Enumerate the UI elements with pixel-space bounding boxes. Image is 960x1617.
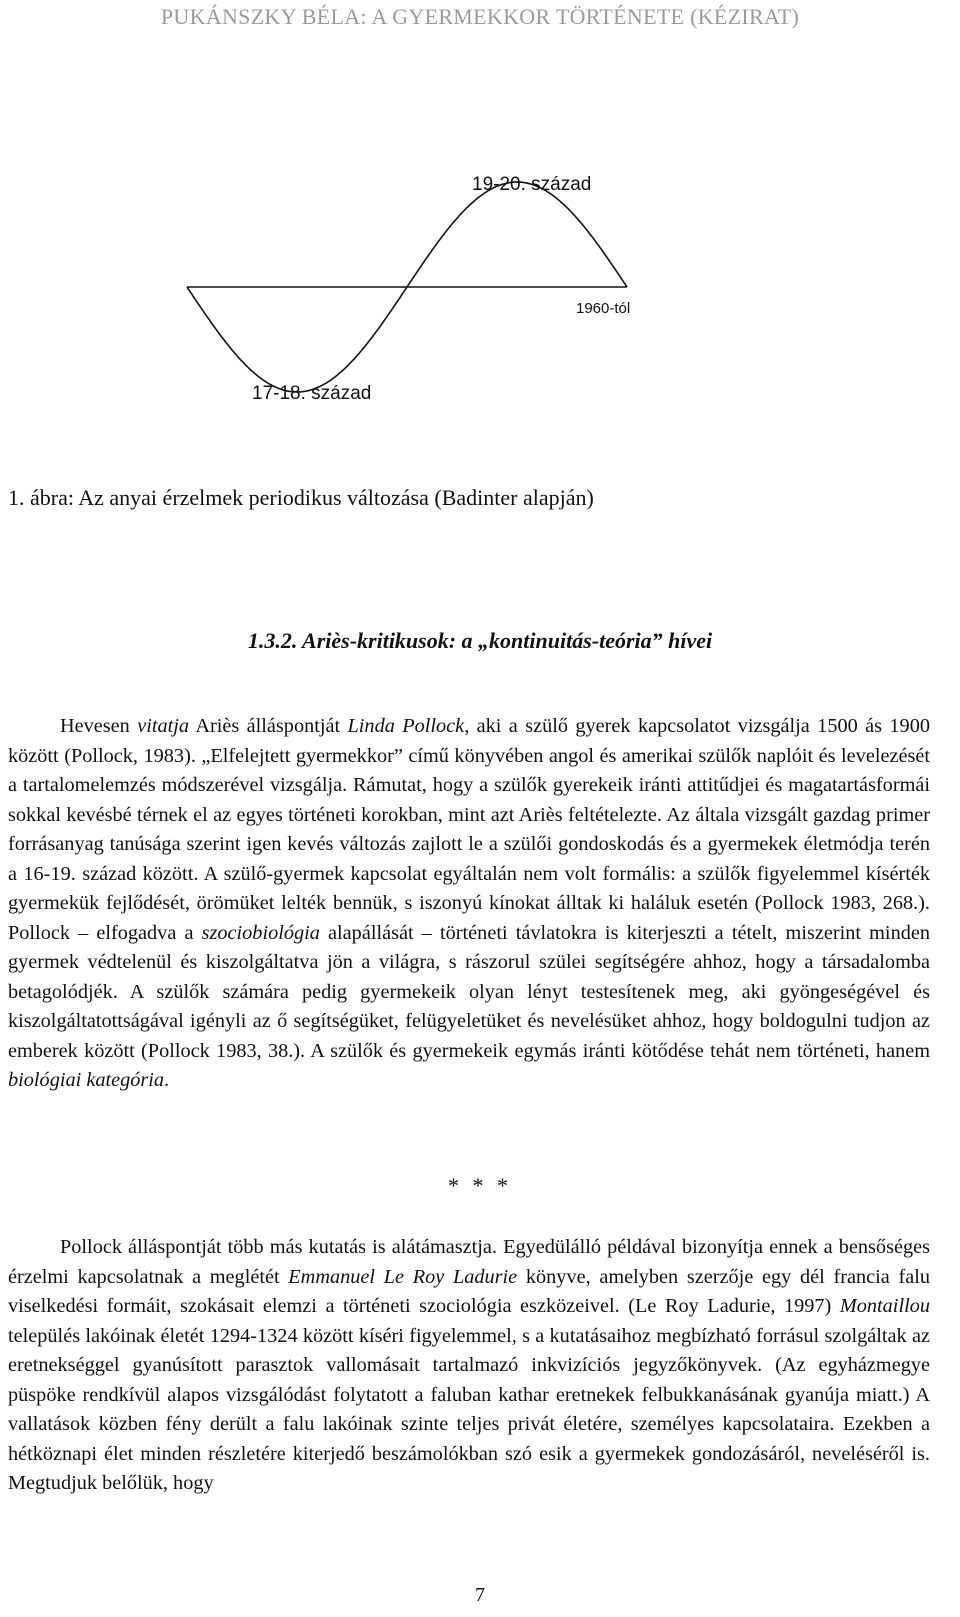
running-header: PUKÁNSZKY BÉLA: A GYERMEKKOR TÖRTÉNETE (KÉZIRAT) bbox=[160, 4, 800, 29]
section-separator: * * * bbox=[448, 1173, 512, 1198]
section-title: 1.3.2. Ariès-kritikusok: a „kontinuitás-teória” hívei bbox=[247, 628, 713, 653]
page-number: 7 bbox=[475, 1584, 485, 1606]
label-17-18-szazad: 17-18. század bbox=[252, 383, 372, 404]
figure-sine-wave bbox=[0, 0, 960, 520]
label-1960-tol: 1960-tól bbox=[576, 300, 631, 317]
paragraph-2: Pollock álláspontját több más kutatás is alátámasztja. Egyedülálló példával bizonyítja ennek a bensőséges érzelmi kapcsolatnak a meglétét Emmanuel Le Roy Ladurie könyve, amelyben szerzője egy dél francia falu viselkedési formáit, szokásait elemzi a történeti szociológia eszközeivel. (Le Roy Ladurie, 1997) Montaillou település lakóinak életét 1294-1324 között kíséri figyelemmel, s a kutatásaihoz megbízható forrásul szolgáltak az eretnekséggel gyanúsított parasztok vallomásait tartalmazó inkvizíciós jegyzőkönyvek. (Az egyházmegye püspöke rendkívül alapos vizsgálódást folytatott a faluban kathar eretnekek felbukkanásának gyanúja miatt.) A vallatások közben fény derült a falu lakóinak szinte teljes privát életére, személyes kapcsolataira. Ezekben a hétköznapi élet minden részletére kiterjedő beszámolókban szó esik a gyermekek gondozásáról, neveléséről is. Megtudjuk belőlük, hogy bbox=[8, 1236, 930, 1494]
paragraph-1: Hevesen vitatja Ariès álláspontját Linda Pollock, aki a szülő gyerek kapcsolatot vizsgálja 1500 ás 1900 között (Pollock, 1983). „Elfelejtett gyermekkor” című könyvében angol és amerikai szülők naplóit és levelezését a tartalomelemzés módszerével vizsgálja. Rámutat, hogy a szülők gyerekeik iránti attitűdjei és magatartásformái sokkal kevésbé térnek el az egyes történeti korokban, mint azt Ariès feltételezte. Az általa vizsgált gazdag primer forrásanyag tanúsága szerint igen kevés változás zajlott le a szülői gondoskodás és a gyermekek életmódja terén a 16-19. század között. A szülő-gyermek kapcsolat egyáltalán nem volt formális: a szülők figyelemmel kísérték gyermekük fejlődését, örömüket lelték bennük, s iszonyú kínokat álltak ki haláluk esetén (Pollock 1983, 268.). Pollock – elfogadva a szociobiológia alapállását – történeti távlatokra is kiterjeszti a tételt, miszerint minden gyermek védtelenül és kiszolgáltatva jön a világra, s rászorul szülei segítségére ahhoz, hogy a társadalomba betagolódjék. A szülők számára pedig gyermekeik olyan lényt testesítenek meg, aki gyöngeségével és kiszolgáltatottságával igényli az ő segítségüket, felügyeletüket és nevelésüket ahhoz, hogy boldogulni tudjon az emberek között (Pollock 1983, 38.). A szülők és gyermekeik egymás iránti kötődése tehát nem történeti, hanem biológiai kategória. bbox=[8, 715, 930, 1091]
figure-caption: 1. ábra: Az anyai érzelmek periodikus változása (Badinter alapján) bbox=[8, 485, 594, 510]
label-19-20-szazad: 19-20. század bbox=[472, 174, 592, 195]
sine-wave-diagram bbox=[0, 0, 960, 520]
